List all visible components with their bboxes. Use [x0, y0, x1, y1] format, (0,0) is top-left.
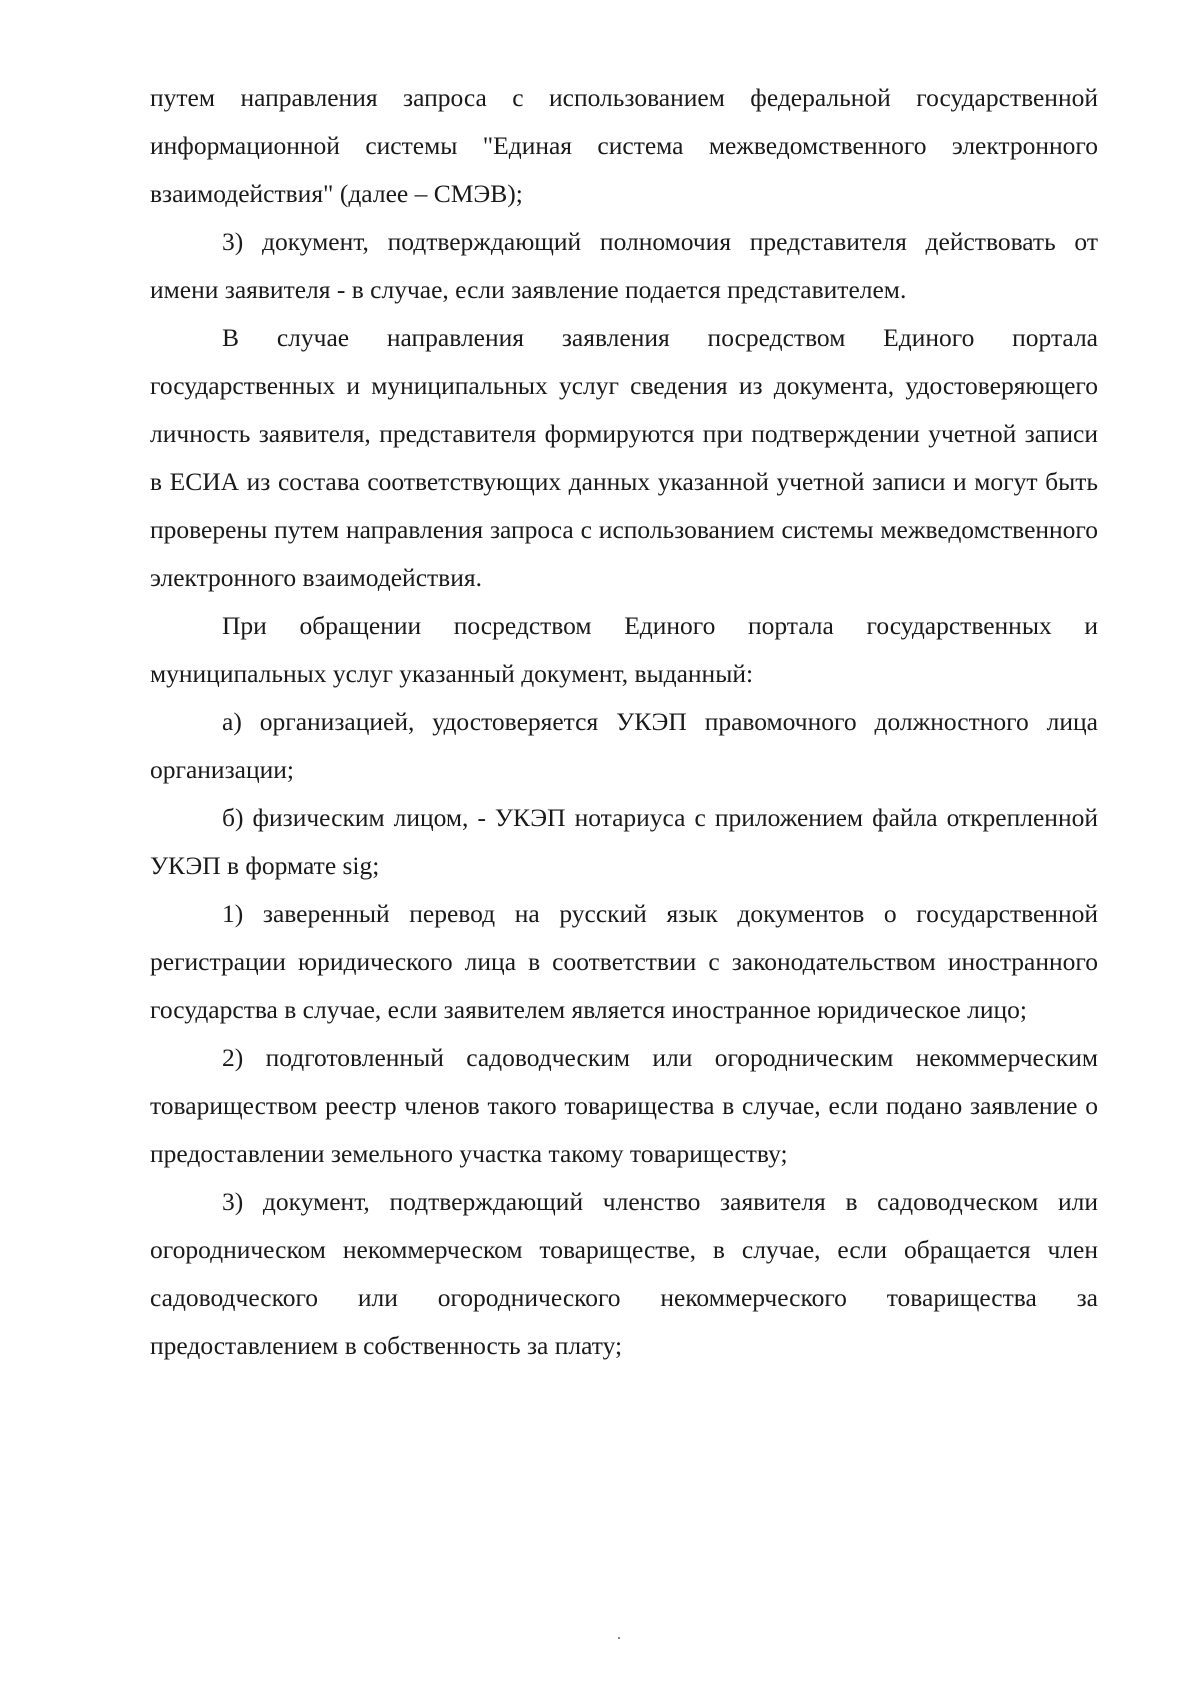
- paragraph-certified-translation: 1) заверенный перевод на русский язык документов о государственной регистрации юридического лица в соответствии с законодательством иностранного государства в случае, если заявителем является иностранное юридическое лицо;: [150, 899, 1098, 1024]
- paragraph-members-register: 2) подготовленный садоводческим или огородническим некоммерческим товариществом реестр членов такого товарищества в случае, если подано заявление о предоставлении земельного участка такому товариществу;: [150, 1043, 1098, 1168]
- paragraph-portal-document: При обращении посредством Единого портала государственных и муниципальных услуг указанный документ, выданный:: [150, 611, 1098, 688]
- paragraph-individual-signature: б) физическим лицом, - УКЭП нотариуса с приложением файла открепленной УКЭП в формате sig;: [150, 803, 1098, 880]
- paragraph-esia-identity: В случае направления заявления посредством Единого портала государственных и муниципальных услуг сведения из документа, удостоверяющего личность заявителя, представителя формируются при подтверждении учетной записи в ЕСИА из состава соответствующих данных указанной учетной записи и могут быть проверены путем направления запроса с использованием системы межведомственного электронного взаимодействия.: [150, 323, 1098, 592]
- document-page: [150, 74, 1098, 1370]
- paragraph-smev-request: путем направления запроса с использованием федеральной государственной информационной системы "Единая система межведомственного электронного взаимодействия" (далее – СМЭВ);: [150, 83, 1098, 208]
- scan-speck: [618, 1637, 620, 1639]
- paragraph-representative-authority: 3) документ, подтверждающий полномочия представителя действовать от имени заявителя - в случае, если заявление подается представителем.: [150, 227, 1098, 304]
- paragraph-membership-document: 3) документ, подтверждающий членство заявителя в садоводческом или огородническом некоммерческом товариществе, в случае, если обращается член садоводческого или огороднического некоммерческого товарищества за предоставлением в собственность за плату;: [150, 1187, 1098, 1360]
- paragraph-organization-signature: а) организацией, удостоверяется УКЭП правомочного должностного лица организации;: [150, 707, 1098, 784]
